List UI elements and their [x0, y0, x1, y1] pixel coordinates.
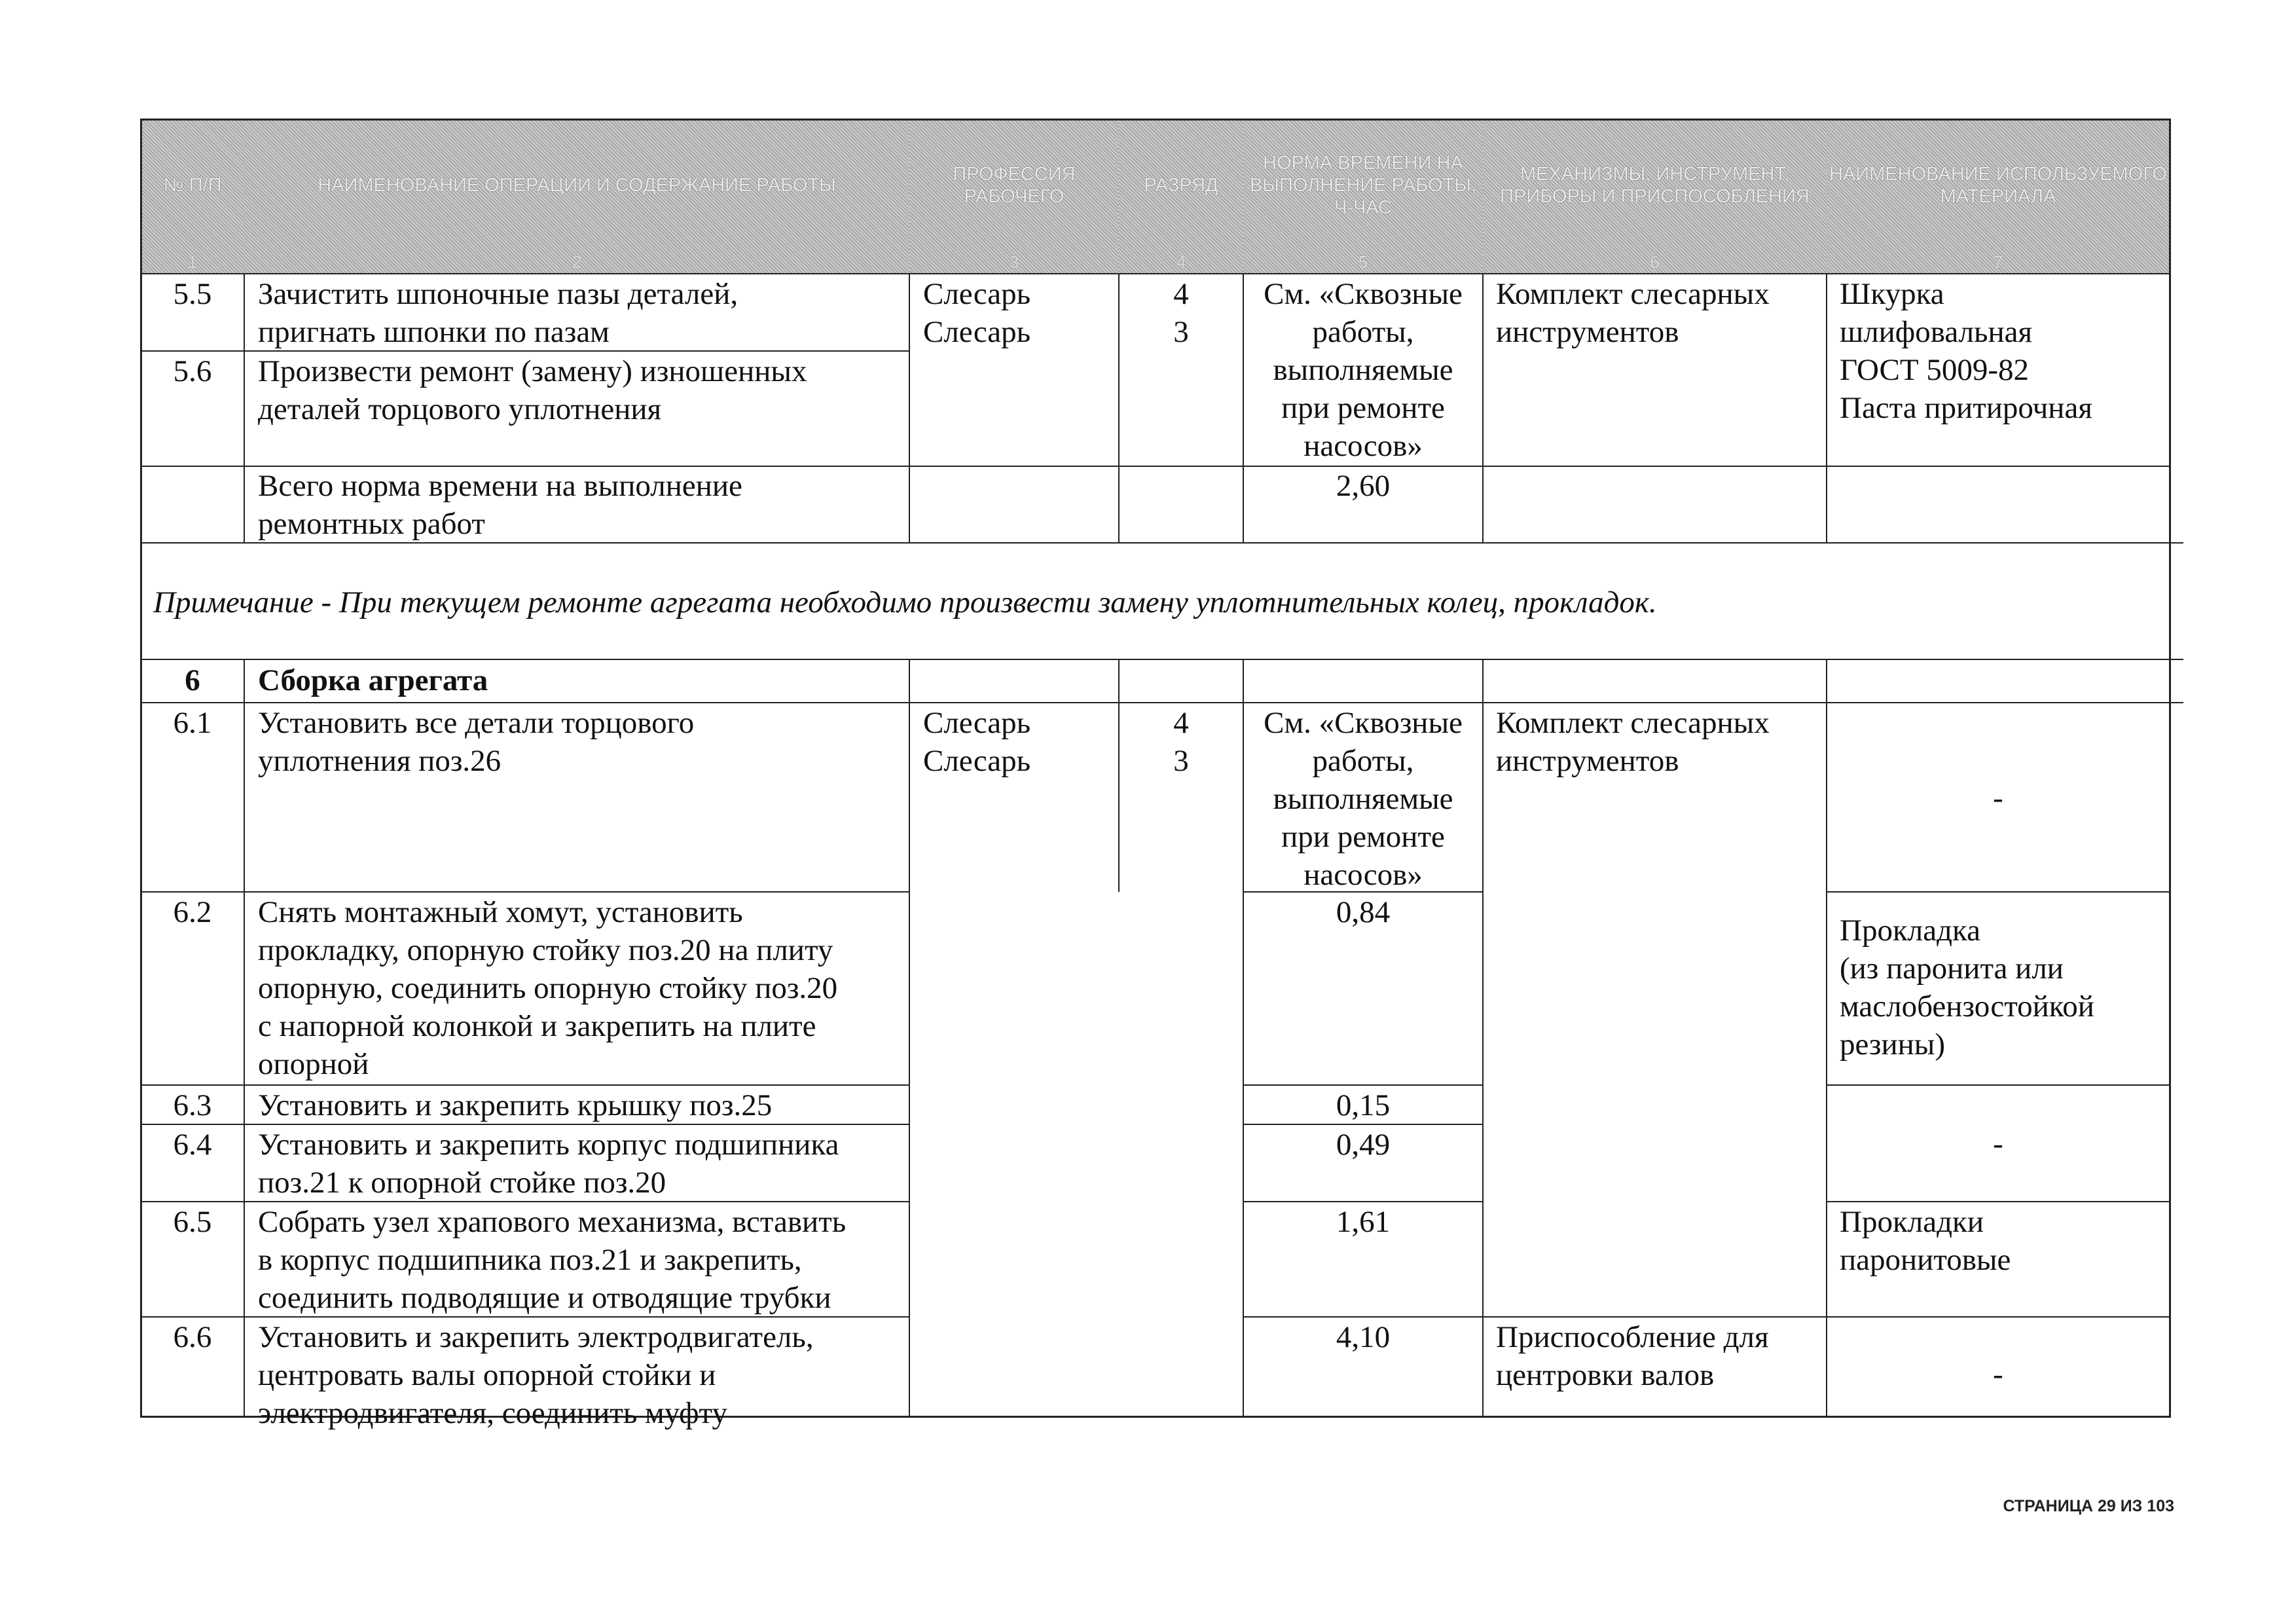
section-title: Сборка агрегата: [258, 663, 488, 697]
total-label: Всего норма времени на выполнение ремонтных работ: [258, 469, 742, 541]
row-number: 6.4: [173, 1128, 212, 1162]
vline-c4-s6: [1118, 659, 1120, 702]
norm-cell: 0,84: [1336, 895, 1391, 929]
header-num-4: 4: [1119, 251, 1243, 273]
vline-c2-s6: [244, 659, 245, 1416]
vline-c7-s5: [1826, 273, 1827, 542]
material-cell: Прокладка (из паронита или маслобензостойкой резины): [1840, 913, 2094, 1061]
row-number: 6.6: [173, 1320, 212, 1354]
row-text: Зачистить шпоночные пазы деталей, пригнать шпонки по пазам: [258, 277, 738, 349]
norm-cell: См. «Сквозные работы, выполняемые при ремонте насосов»: [1264, 277, 1463, 463]
table-border-right: [2169, 119, 2171, 1417]
hline-62-63-c7: [1827, 1084, 2170, 1086]
total-norm: 2,60: [1336, 469, 1391, 503]
profession-cell: Слесарь Слесарь: [923, 706, 1031, 778]
header-col-number: № П/П: [141, 120, 244, 251]
norm-cell: 4,10: [1336, 1320, 1391, 1354]
norm-cell: См. «Сквозные работы, выполняемые при ремонте насосов»: [1264, 706, 1463, 892]
header-col-operation: НАИМЕНОВАНИЕ ОПЕРАЦИИ И СОДЕРЖАНИЕ РАБОТЫ: [244, 120, 909, 251]
row-text: Установить и закрепить электродвигатель, центровать валы опорной стойки и электродвигателя, соединить муфту: [258, 1320, 814, 1430]
header-num-5: 5: [1243, 251, 1483, 273]
row-number: 5.6: [173, 354, 212, 388]
hline-65-66-c5: [1243, 1316, 1483, 1318]
hline-61-62-c12: [141, 891, 909, 893]
header-num-2: 2: [244, 251, 909, 273]
grade-cell: 4 3: [1173, 706, 1189, 778]
hline-65-66-c6: [1483, 1316, 1827, 1318]
vline-c3-s5: [909, 273, 910, 542]
profession-cell: Слесарь Слесарь: [923, 277, 1031, 349]
row-text: Установить и закрепить корпус подшипника поз.21 к опорной стойке поз.20: [258, 1128, 839, 1200]
header-num-1: 1: [141, 251, 244, 273]
material-cell: Шкурка шлифовальная ГОСТ 5009-82 Паста притирочная: [1840, 277, 2092, 425]
hline-61-62-c7: [1827, 891, 2170, 893]
norm-cell: 0,49: [1336, 1128, 1391, 1162]
hline-note-s6: [141, 659, 2183, 660]
row-number: 6.2: [173, 895, 212, 929]
tools-cell: Комплект слесарных инструментов: [1496, 706, 1770, 778]
row-text: Собрать узел храпового механизма, вставить в корпус подшипника поз.21 и закрепить, соединить подводящие и отводящие трубки: [258, 1205, 847, 1315]
material-cell: -: [1993, 781, 2003, 815]
header-col-profession: ПРОФЕССИЯ РАБОЧЕГО: [909, 120, 1119, 251]
tools-cell: Приспособление для центровки валов: [1496, 1320, 1769, 1392]
header-col-time-norm: НОРМА ВРЕМЕНИ НА ВЫПОЛНЕНИЕ РАБОТЫ, Ч-ЧАС: [1243, 120, 1483, 251]
hline-62-63-c5: [1243, 1084, 1483, 1086]
vline-c3-s6: [909, 659, 910, 1416]
row-text: Снять монтажный хомут, установить прокладку, опорную стойку поз.20 на плиту опорную, соединить опорную стойку поз.20 с напорной колонкой и закрепить на плите опорной: [258, 895, 838, 1081]
header-num-3: 3: [909, 251, 1119, 273]
grade-cell: 4 3: [1173, 277, 1189, 349]
material-cell: -: [1993, 1127, 2003, 1161]
row-number: 6.5: [173, 1205, 212, 1239]
tools-cell: Комплект слесарных инструментов: [1496, 277, 1770, 349]
note-text: Примечание - При текущем ремонте агрегата необходимо произвести замену уплотнительных колец, прокладок.: [153, 585, 1657, 619]
hline-65-66-c7: [1827, 1316, 2170, 1318]
header-num-7: 7: [1827, 251, 2170, 273]
page-number: СТРАНИЦА 29 ИЗ 103: [2003, 1497, 2174, 1515]
material-cell: -: [1993, 1357, 2003, 1392]
hline-6-61: [141, 702, 2183, 703]
hline-62-63-c12: [141, 1084, 909, 1086]
header-col-grade: РАЗРЯД: [1119, 120, 1243, 251]
table-border-top: [141, 119, 2170, 120]
row-number: 6.1: [173, 706, 212, 740]
row-number: 5.5: [173, 277, 212, 311]
row-number: 6.3: [173, 1088, 212, 1122]
header-num-6: 6: [1483, 251, 1827, 273]
row-text: Произвести ремонт (замену) изношенных деталей торцового уплотнения: [258, 354, 807, 426]
header-bottom-line: [141, 273, 2170, 274]
vline-c2-s5: [244, 273, 245, 542]
hline-64-65-c5: [1243, 1201, 1483, 1202]
norm-cell: 0,15: [1336, 1088, 1391, 1122]
norm-cell: 1,61: [1336, 1205, 1391, 1239]
section-number: 6: [185, 663, 200, 697]
row-text: Установить все детали торцового уплотнения поз.26: [258, 706, 695, 778]
row-text: Установить и закрепить крышку поз.25: [258, 1088, 773, 1122]
hline-64-65-c7: [1827, 1201, 2170, 1202]
header-col-material: НАИМЕНОВАНИЕ ИСПОЛЬЗУЕМОГО МАТЕРИАЛА: [1827, 120, 2170, 251]
vline-c7-s6: [1826, 659, 1827, 1416]
header-col-tools: МЕХАНИЗМЫ, ИНСТРУМЕНТ, ПРИБОРЫ И ПРИСПОСОБЛЕНИЯ: [1483, 120, 1827, 251]
material-cell: Прокладки паронитовые: [1840, 1205, 2011, 1277]
